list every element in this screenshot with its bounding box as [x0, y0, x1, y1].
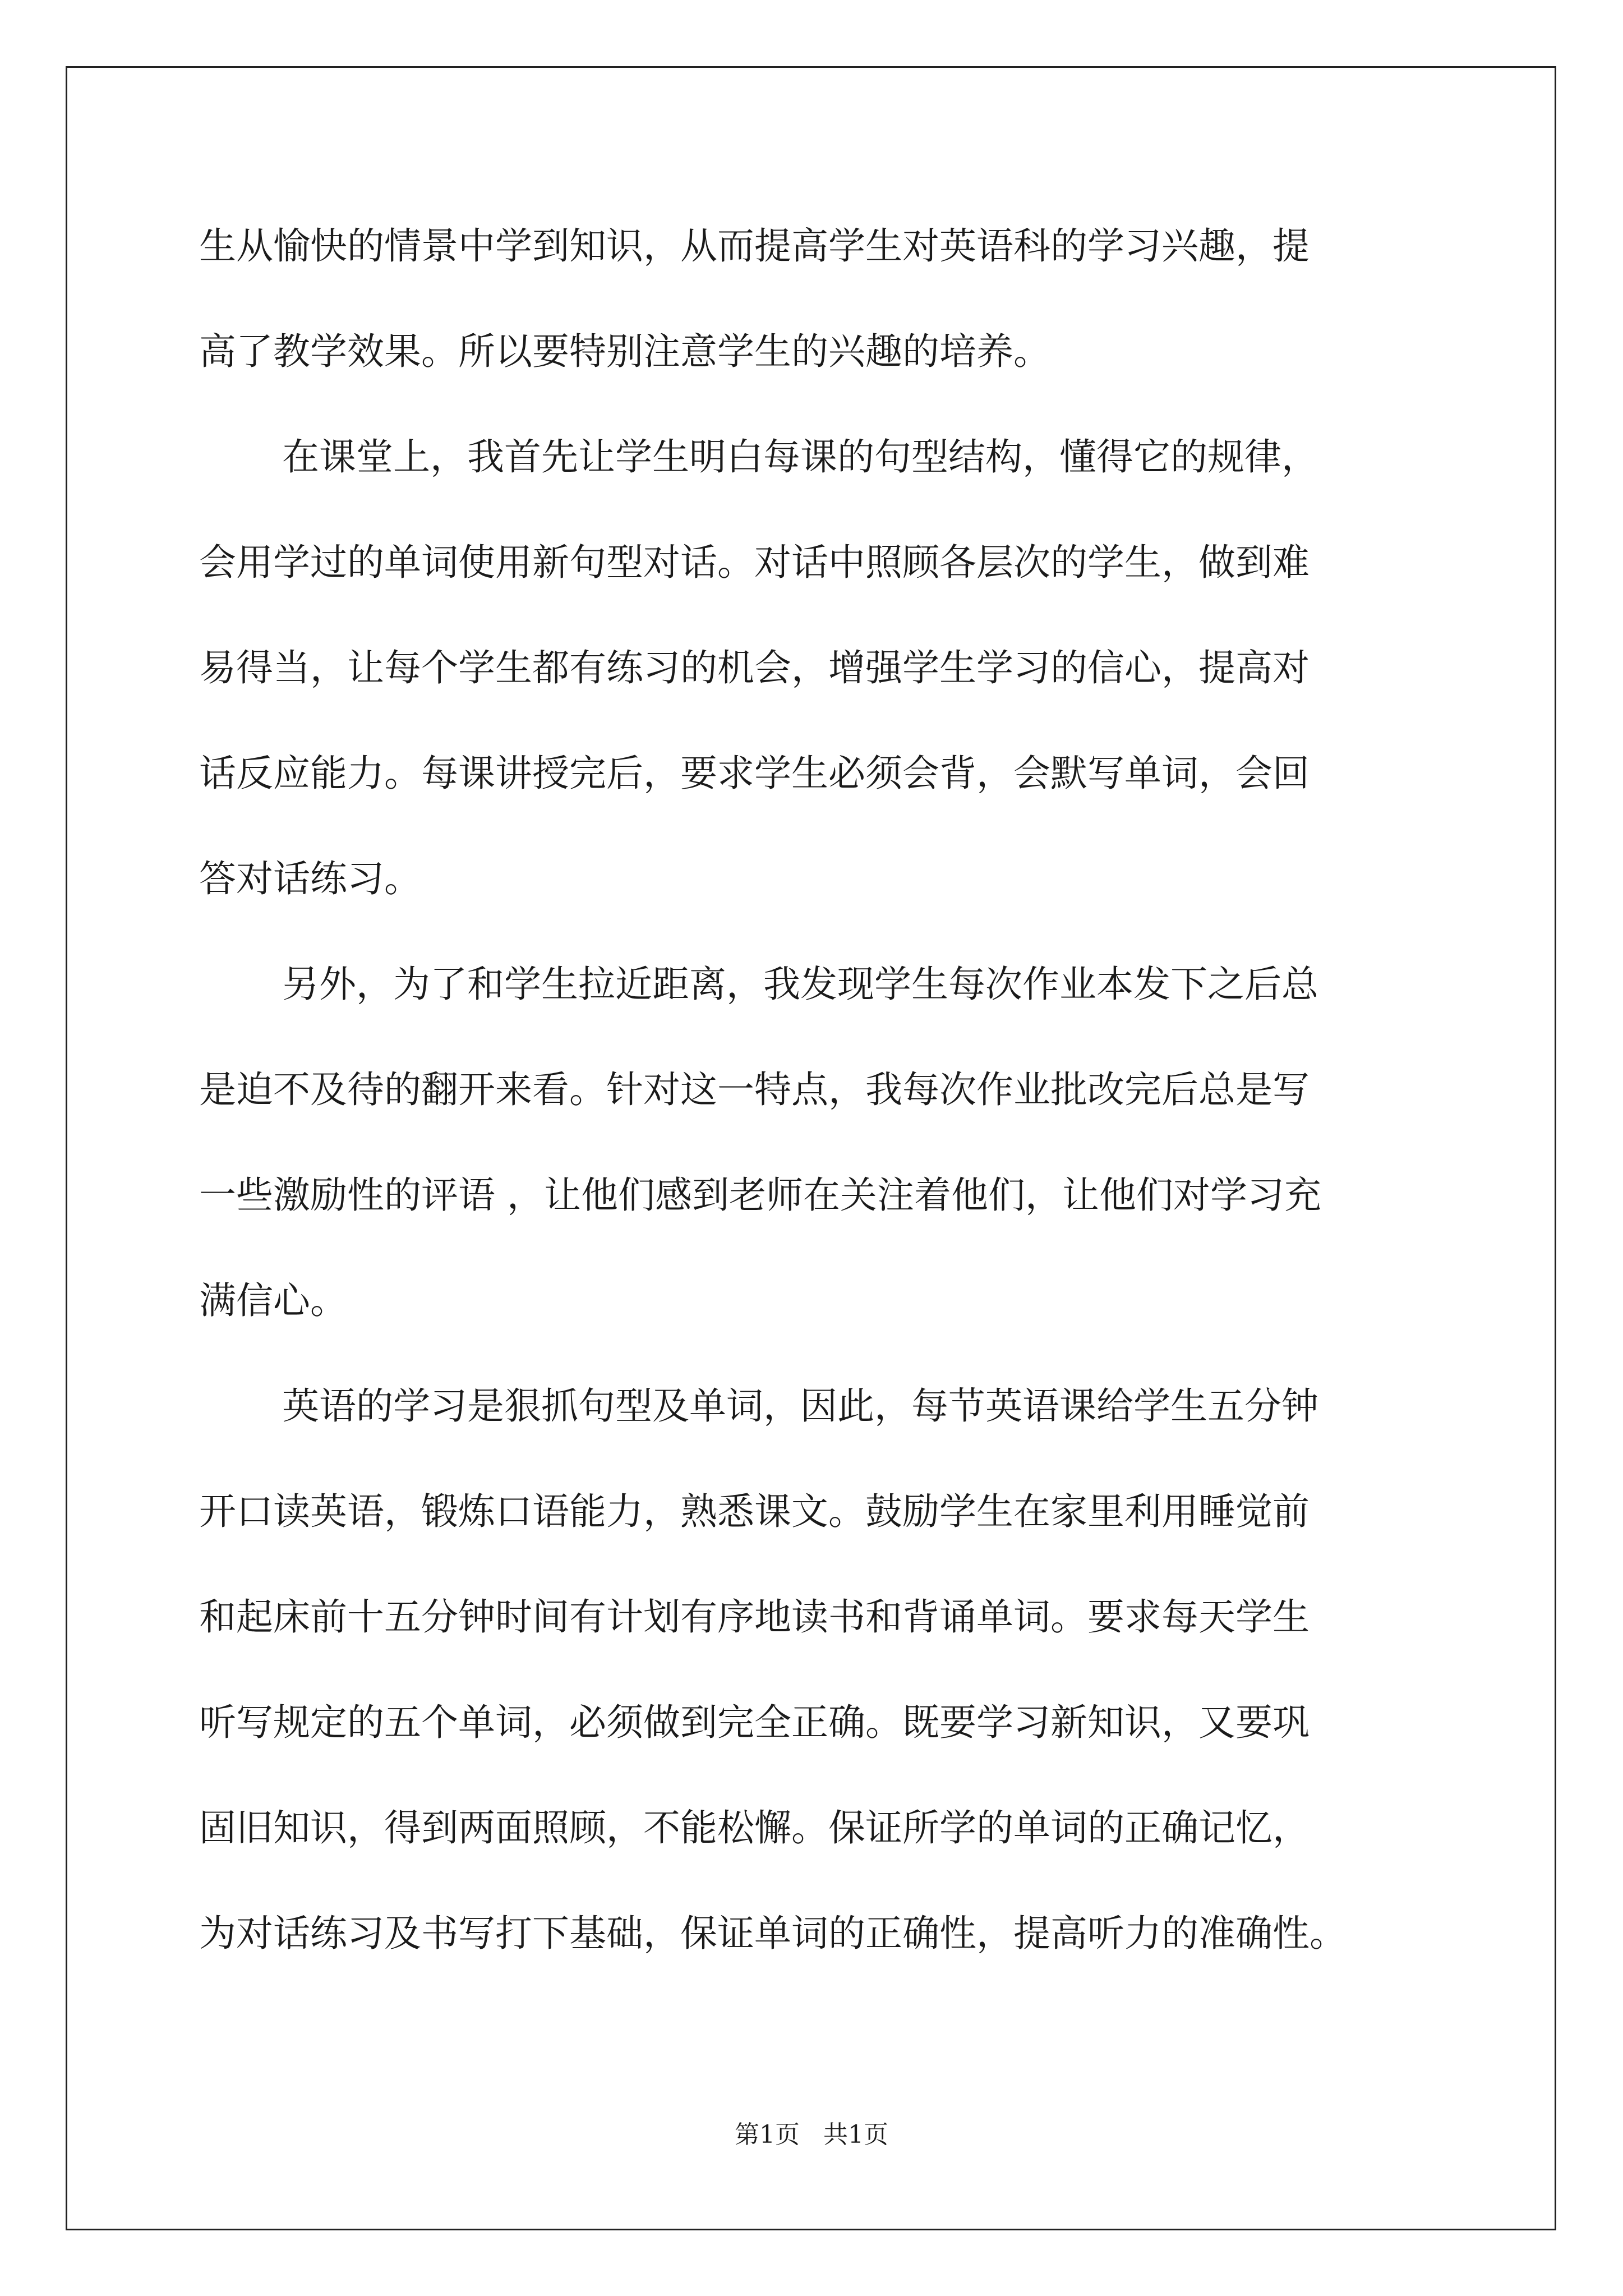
page-footer: 第1页 共1页	[735, 2120, 888, 2149]
paragraph-start-line: 英语的学习是狠抓句型及单词，因此，每节英语课给学生五分钟	[282, 1384, 1318, 1428]
body-text	[199, 214, 1427, 2007]
text-line: 话反应能力。每课讲授完后，要求学生必须会背，会默写单词，会回	[199, 752, 1310, 795]
text-line: 易得当，让每个学生都有练习的机会，增强学生学习的信心，提高对	[199, 646, 1310, 689]
paragraph-start-line: 在课堂上，我首先让学生明白每课的句型结构，懂得它的规律，	[282, 435, 1318, 478]
text-line: 开口读英语，锻炼口语能力，熟悉课文。鼓励学生在家里利用睡觉前	[199, 1490, 1310, 1533]
text-line: 是迫不及待的翻开来看。针对这一特点，我每次作业批改完后总是写	[199, 1068, 1310, 1111]
text-line: 为对话练习及书写打下基础，保证单词的正确性，提高听力的准确性。	[199, 1912, 1347, 1955]
text-line: 固旧知识，得到两面照顾，不能松懈。保证所学的单词的正确记忆，	[199, 1806, 1310, 1849]
text-line: 满信心。	[199, 1279, 347, 1322]
text-line: 和起床前十五分钟时间有计划有序地读书和背诵单词。要求每天学生	[199, 1595, 1310, 1639]
text-line: 高了教学效果。所以要特别注意学生的兴趣的培养。	[199, 330, 1050, 373]
text-line: 会用学过的单词使用新句型对话。对话中照顾各层次的学生，做到难	[199, 541, 1310, 584]
text-line: 听写规定的五个单词，必须做到完全正确。既要学习新知识，又要巩	[199, 1701, 1310, 1744]
paragraph-start-line: 另外，为了和学生拉近距离，我发现学生每次作业本发下之后总	[282, 963, 1318, 1006]
text-line: 一些激励性的评语 ，让他们感到老师在关注着他们，让他们对学习充	[199, 1174, 1321, 1217]
text-line: 生从愉快的情景中学到知识，从而提高学生对英语科的学习兴趣，提	[199, 224, 1310, 268]
text-line: 答对话练习。	[199, 857, 421, 900]
